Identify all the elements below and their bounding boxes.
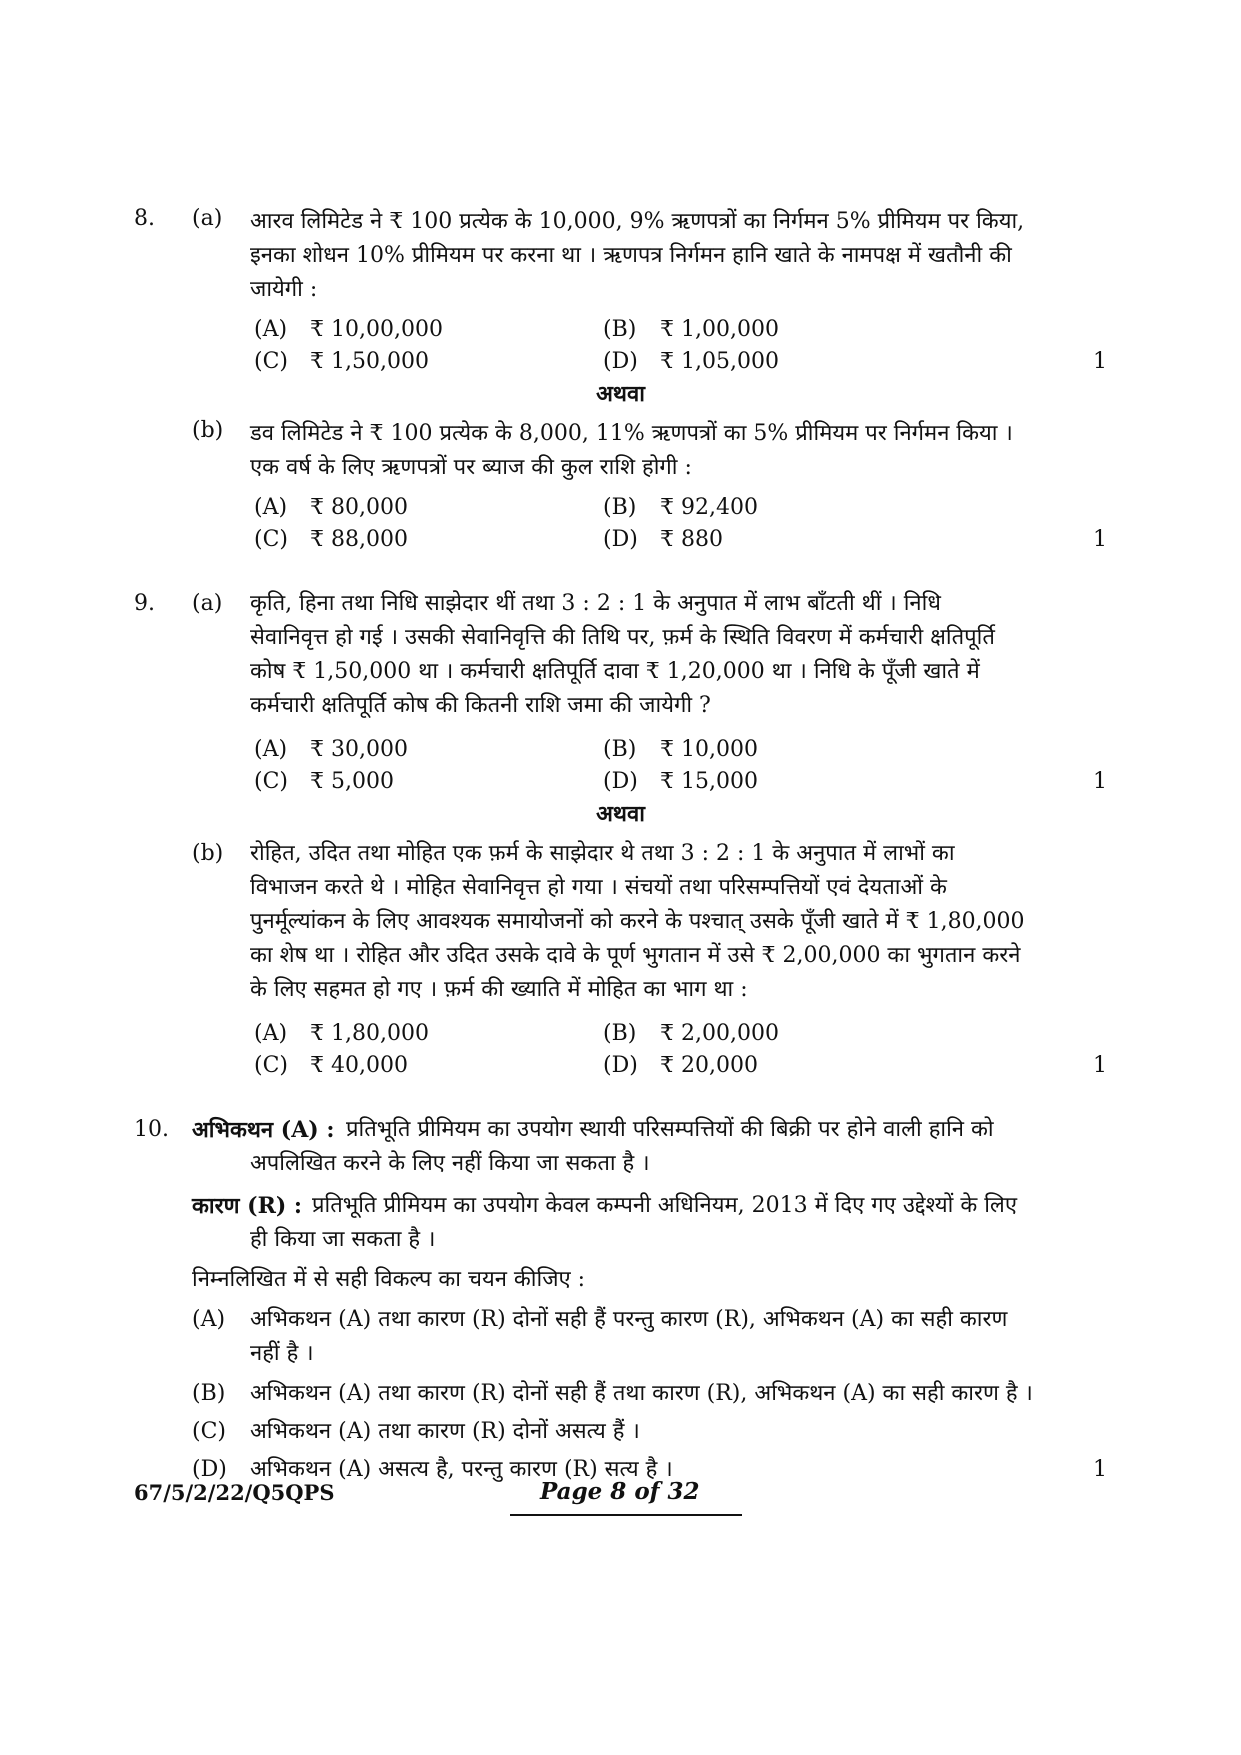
assertion-text-line: अपलिखित करने के लिए नहीं किया जा सकता है । bbox=[250, 1151, 650, 1176]
assertion-text-line: प्रतिभूति प्रीमियम का उपयोग स्थायी परिसम्पत्तियों की बिक्री पर होने वाली हानि को bbox=[346, 1117, 994, 1142]
option-label: (A) bbox=[254, 317, 288, 342]
question-number: 8. bbox=[134, 206, 155, 231]
option-text-line: नहीं है । bbox=[250, 1341, 314, 1366]
question-text-line: कर्मचारी क्षतिपूर्ति कोष की कितनी राशि जमा की जायेगी ? bbox=[250, 693, 711, 718]
marks: 1 bbox=[1093, 769, 1107, 794]
question-number: 10. bbox=[134, 1117, 169, 1142]
question-text-line: जायेगी : bbox=[250, 277, 318, 302]
option-value: ₹ 88,000 bbox=[310, 527, 408, 552]
question-text-line: का शेष था । रोहित और उदित उसके दावे के पूर्ण भुगतान में उसे ₹ 2,00,000 का भुगतान करने bbox=[250, 943, 1021, 968]
reason-label: कारण (R) : bbox=[192, 1193, 303, 1219]
option-value: ₹ 20,000 bbox=[660, 1053, 758, 1078]
option-label: (A) bbox=[254, 1021, 288, 1046]
option-text-line: अभिकथन (A) असत्य है, परन्तु कारण (R) सत्य है । bbox=[250, 1457, 673, 1482]
option-value: ₹ 1,00,000 bbox=[660, 317, 779, 342]
option-label: (B) bbox=[603, 495, 637, 520]
instruction-text: निम्नलिखित में से सही विकल्प का चयन कीजिए : bbox=[192, 1267, 586, 1292]
reason-text-line: प्रतिभूति प्रीमियम का उपयोग केवल कम्पनी अधिनियम, 2013 में दिए गए उद्देश्यों के लिए bbox=[312, 1193, 1017, 1218]
marks: 1 bbox=[1093, 1457, 1107, 1482]
question-text-line: विभाजन करते थे । मोहित सेवानिवृत्त हो गया । संचयों तथा परिसम्पत्तियों एवं देयताओं के bbox=[250, 875, 947, 900]
footer-divider bbox=[510, 1514, 742, 1516]
option-value: ₹ 80,000 bbox=[310, 495, 408, 520]
assertion-label: अभिकथन (A) : bbox=[192, 1117, 335, 1143]
option-value: ₹ 40,000 bbox=[310, 1053, 408, 1078]
part-label: (a) bbox=[192, 591, 223, 616]
option-label: (C) bbox=[254, 527, 288, 552]
part-label: (a) bbox=[192, 206, 223, 231]
option-label: (B) bbox=[603, 737, 637, 762]
marks: 1 bbox=[1093, 349, 1107, 374]
part-label: (b) bbox=[192, 841, 224, 866]
question-text-line: रोहित, उदित तथा मोहित एक फ़र्म के साझेदार थे तथा 3 : 2 : 1 के अनुपात में लाभों का bbox=[250, 841, 955, 866]
option-label: (D) bbox=[603, 349, 638, 374]
option-text-line: अभिकथन (A) तथा कारण (R) दोनों असत्य हैं । bbox=[250, 1419, 640, 1444]
option-label: (B) bbox=[603, 1021, 637, 1046]
option-label: (C) bbox=[254, 769, 288, 794]
question-text-line: कोष ₹ 1,50,000 था । कर्मचारी क्षतिपूर्ति दावा ₹ 1,20,000 था । निधि के पूँजी खाते में bbox=[250, 659, 980, 684]
question-text-line: पुनर्मूल्यांकन के लिए आवश्यक समायोजनों को करने के पश्चात् उसके पूँजी खाते में ₹ 1,80,000 bbox=[250, 909, 1025, 934]
option-value: ₹ 1,50,000 bbox=[310, 349, 429, 374]
option-value: ₹ 30,000 bbox=[310, 737, 408, 762]
option-label: (C) bbox=[254, 349, 288, 374]
option-label: (C) bbox=[192, 1419, 226, 1444]
option-label: (D) bbox=[192, 1457, 227, 1482]
reason-text-line: ही किया जा सकता है । bbox=[250, 1227, 436, 1252]
option-value: ₹ 15,000 bbox=[660, 769, 758, 794]
page-number: Page 8 of 32 bbox=[540, 1478, 700, 1505]
option-label: (B) bbox=[192, 1381, 226, 1406]
option-label: (D) bbox=[603, 769, 638, 794]
question-text-line: आरव लिमिटेड ने ₹ 100 प्रत्येक के 10,000, 9% ऋणपत्रों का निर्गमन 5% प्रीमियम पर किया, bbox=[250, 209, 1025, 234]
question-text-line: सेवानिवृत्त हो गई । उसकी सेवानिवृत्ति की तिथि पर, फ़र्म के स्थिति विवरण में कर्मचारी क्षतिपूर्ति bbox=[250, 625, 995, 650]
question-text-line: इनका शोधन 10% प्रीमियम पर करना था । ऋणपत्र निर्गमन हानि खाते के नामपक्ष में खतौनी की bbox=[250, 243, 1012, 268]
option-value: ₹ 10,000 bbox=[660, 737, 758, 762]
or-separator: अथवा bbox=[596, 801, 645, 827]
option-value: ₹ 10,00,000 bbox=[310, 317, 443, 342]
option-text-line: अभिकथन (A) तथा कारण (R) दोनों सही हैं परन्तु कारण (R), अभिकथन (A) का सही कारण bbox=[250, 1307, 1008, 1332]
option-value: ₹ 92,400 bbox=[660, 495, 758, 520]
question-text-line: के लिए सहमत हो गए । फ़र्म की ख्याति में मोहित का भाग था : bbox=[250, 977, 748, 1002]
option-label: (C) bbox=[254, 1053, 288, 1078]
question-number: 9. bbox=[134, 591, 155, 616]
option-text-line: अभिकथन (A) तथा कारण (R) दोनों सही हैं तथा कारण (R), अभिकथन (A) का सही कारण है । bbox=[250, 1381, 1033, 1406]
option-value: ₹ 880 bbox=[660, 527, 723, 552]
marks: 1 bbox=[1093, 1053, 1107, 1078]
part-label: (b) bbox=[192, 418, 224, 443]
marks: 1 bbox=[1093, 527, 1107, 552]
or-separator: अथवा bbox=[596, 381, 645, 407]
paper-code: 67/5/2/22/Q5QPS bbox=[134, 1480, 335, 1505]
option-label: (D) bbox=[603, 1053, 638, 1078]
option-value: ₹ 1,05,000 bbox=[660, 349, 779, 374]
option-label: (A) bbox=[254, 737, 288, 762]
option-label: (A) bbox=[192, 1307, 226, 1332]
option-value: ₹ 5,000 bbox=[310, 769, 394, 794]
option-value: ₹ 1,80,000 bbox=[310, 1021, 429, 1046]
question-text-line: डव लिमिटेड ने ₹ 100 प्रत्येक के 8,000, 11% ऋणपत्रों का 5% प्रीमियम पर निर्गमन किया । bbox=[250, 421, 1013, 446]
question-text-line: एक वर्ष के लिए ऋणपत्रों पर ब्याज की कुल राशि होगी : bbox=[250, 455, 692, 480]
option-label: (B) bbox=[603, 317, 637, 342]
option-label: (A) bbox=[254, 495, 288, 520]
question-text-line: कृति, हिना तथा निधि साझेदार थीं तथा 3 : 2 : 1 के अनुपात में लाभ बाँटती थीं । निधि bbox=[250, 591, 941, 616]
option-value: ₹ 2,00,000 bbox=[660, 1021, 779, 1046]
option-label: (D) bbox=[603, 527, 638, 552]
